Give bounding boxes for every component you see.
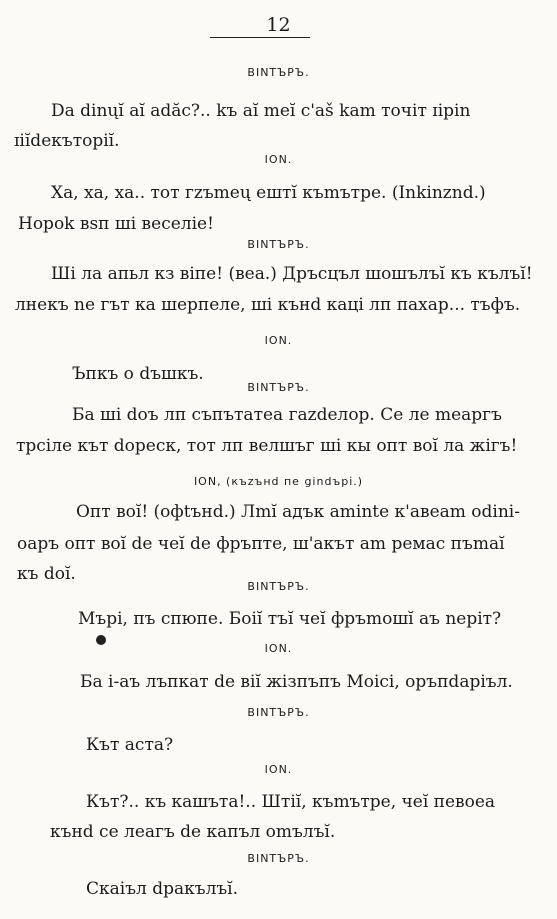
speaker-label: ION, (къzънd пе gindърі.) (193, 475, 364, 488)
speaker-label: ION. (264, 334, 293, 347)
dialogue-line: Ъпкъ о dъшкъ. (72, 364, 204, 384)
dialogue-line: лнeкъ ne гът ка шерпеле, шi кънd каці лп пахар... тъфъ. (15, 295, 521, 315)
dialogue-line: Ба ші dоъ лп съпътатеа гаzdелор. Се ле meаргъ (72, 405, 502, 425)
page-number: 12 (266, 14, 291, 36)
speaker-label: ION. (264, 763, 293, 776)
speaker-label: BINTЪРЪ. (247, 706, 310, 719)
dialogue-line: ɪiĭdекъторiĭ. (14, 131, 120, 151)
speaker-label: ION. (264, 153, 293, 166)
dialogue-line: Xa, xa, xa.. тот гzъmeų eштĭ къmътре. (Inkinznd.) (51, 183, 486, 203)
speaker-label: BINTЪРЪ. (247, 381, 310, 394)
dialogue-line: Кът аста? (86, 735, 174, 755)
dialogue-line: Hopok вsп шi веселie! (18, 214, 214, 234)
dialogue-line: Ба i-аъ лъпкат de вiĭ жiзпъпъ Moici, оръпdapiъл. (80, 672, 513, 692)
header-rule (210, 37, 310, 38)
speaker-label: BINTЪРЪ. (247, 852, 310, 865)
dialogue-line: Опт воĭ! (oфtънd.) Лmĭ адък aminte к'авеam odini- (76, 502, 520, 522)
dialogue-line: Mъpi, пъ спюпе. Боiĭ тъĭ чеĭ фръmошĭ aъ nерiт? (78, 609, 502, 629)
speaker-label: BINTЪРЪ. (247, 238, 310, 251)
speaker-label: BINTЪРЪ. (247, 66, 310, 79)
dialogue-line: кънd се лeагъ de капъл omълъĭ. (50, 822, 336, 842)
dialogue-line: Скаiъл dракълъĭ. (86, 879, 239, 899)
dialogue-line: oаръ опт воĭ de чеĭ de фръпте, ш'акът am ремас пъmаĭ (17, 534, 505, 554)
dialogue-line: Кът?.. къ кашъта!.. Штiĭ, къmътре, чеĭ певоеа (86, 792, 496, 812)
speaker-label: BINTЪРЪ. (247, 580, 310, 593)
dialogue-line: тpсiле кът dopеск, тот лп вeлшъг ші кы опт воĭ ла жiгъ! (16, 436, 518, 456)
dialogue-line: къ doĭ. (17, 564, 76, 584)
dialogue-line: Шi ла апьл кз віпе! (вea.) Дръсцъл шошълъĭ къ кълъĭ! (51, 264, 533, 284)
dialogue-line: Da dinųĭ aĭ adăc?.. kъ aĭ meĭ c'aš kam точiт ɪipin (51, 101, 471, 121)
speaker-label: ION. (264, 642, 293, 655)
